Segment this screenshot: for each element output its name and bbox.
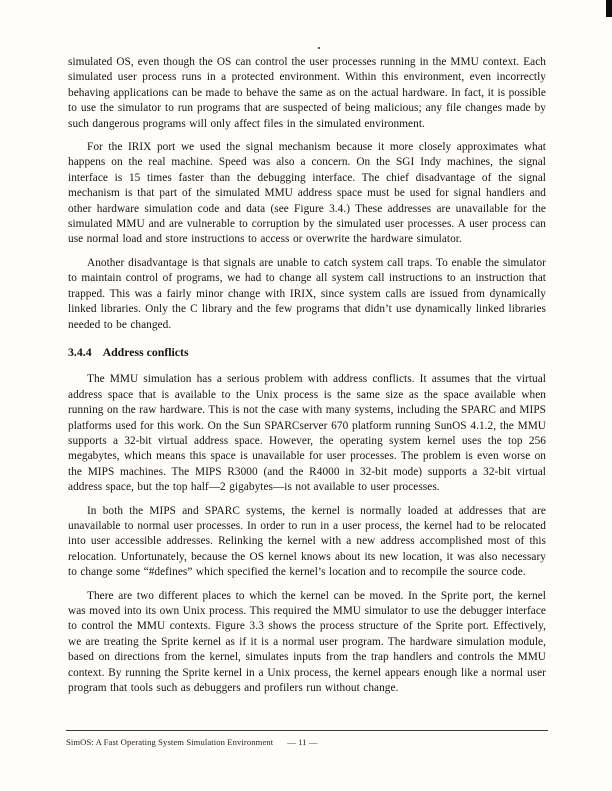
page-body (68, 55, 546, 704)
page-footer (66, 730, 548, 748)
body-paragraph: simulated OS, even though the OS can control the user processes running in the MMU context. Each simulated user process runs in a protected environment. Within this environment, even incorrectly behaving applications can be made to behave the same as on the actual hardware. In fact, it is possible to use the simulator to run programs that are suspected of being malicious; any file changes made by such dangerous programs will only affect files in the simulated environment. (68, 56, 546, 130)
footer-rule (66, 730, 548, 731)
section-heading (68, 345, 546, 360)
body-paragraph: For the IRIX port we used the signal mechanism because it more closely approximates what happens on the real machine. Speed was also a concern. On the SGI Indy machines, the signal interface is 15 times faster than the debugging interface. The chief disadvantage of the signal mechanism is that part of the simulated MMU address space must be used for signal handlers and other hardware simulation code and data (see Figure 3.4.) These addresses are unavailable for the simulated MMU and are vulnerable to corruption by the simulated user processes. A user process can use normal load and store instructions to access or overwrite the hardware simulator. (68, 141, 546, 246)
footer-page-number: — 11 — (287, 737, 318, 747)
scan-dot-artifact (318, 47, 320, 49)
body-paragraph: The MMU simulation has a serious problem with address conflicts. It assumes that the virtual address space that is available to the Unix process is the same size as the space available when running on the raw hardware. This is not the case with many systems, including the SPARC and MIPS platforms used for this work. On the Sun SPARCserver 670 platform running SunOS 4.1.2, the MMU supports a 32-bit virtual address space. However, the operating system kernel uses the top 256 megabytes, which means this space is unavailable for user processes. The problem is even worse on the MIPS machines. The MIPS R3000 (and the R4000 in 32-bit mode) supports a 32-bit virtual address space, but the top half—2 gigabytes—is not available to user processes. (68, 373, 546, 494)
footer-title: SimOS: A Fast Operating System Simulation Environment (66, 737, 274, 747)
scan-artifact-mark (606, 0, 612, 17)
section-number: 3.4.4 (68, 344, 92, 359)
section-title: Address conflicts (102, 344, 189, 359)
footer-text (66, 737, 548, 748)
body-paragraph: In both the MIPS and SPARC systems, the kernel is normally loaded at addresses that are unavailable to normal user processes. In order to run in a user process, the kernel had to be relocated into user accessible addresses. Relinking the kernel with a new address accomplished most of this relocation. Unfortunately, because the OS kernel knows about its new location, it was also necessary to change some “#defines” which specified the kernel’s location and to recompile the source code. (68, 504, 546, 579)
body-paragraph: There are two different places to which the kernel can be moved. In the Sprite port, the kernel was moved into its own Unix process. This required the MMU simulator to use the debugger interface to control the MMU contexts. Figure 3.3 shows the process structure of the Sprite port. Effectively, we are treating the Sprite kernel as if it is a normal user program. The hardware simulation module, based on directions from the kernel, simulates inputs from the trap handlers and controls the MMU context. By running the Sprite kernel in a Unix process, the kernel appears enough like a normal user program that tools such as debuggers and profilers run without change. (68, 589, 546, 695)
body-paragraph: Another disadvantage is that signals are unable to catch system call traps. To enable the simulator to maintain control of programs, we had to change all system call instructions to an instruction that trapped. This was a fairly minor change with IRIX, since system calls are issued from dynamically linked libraries. Only the C library and the few programs that didn’t use dynamically linked libraries needed to be changed. (68, 256, 546, 331)
